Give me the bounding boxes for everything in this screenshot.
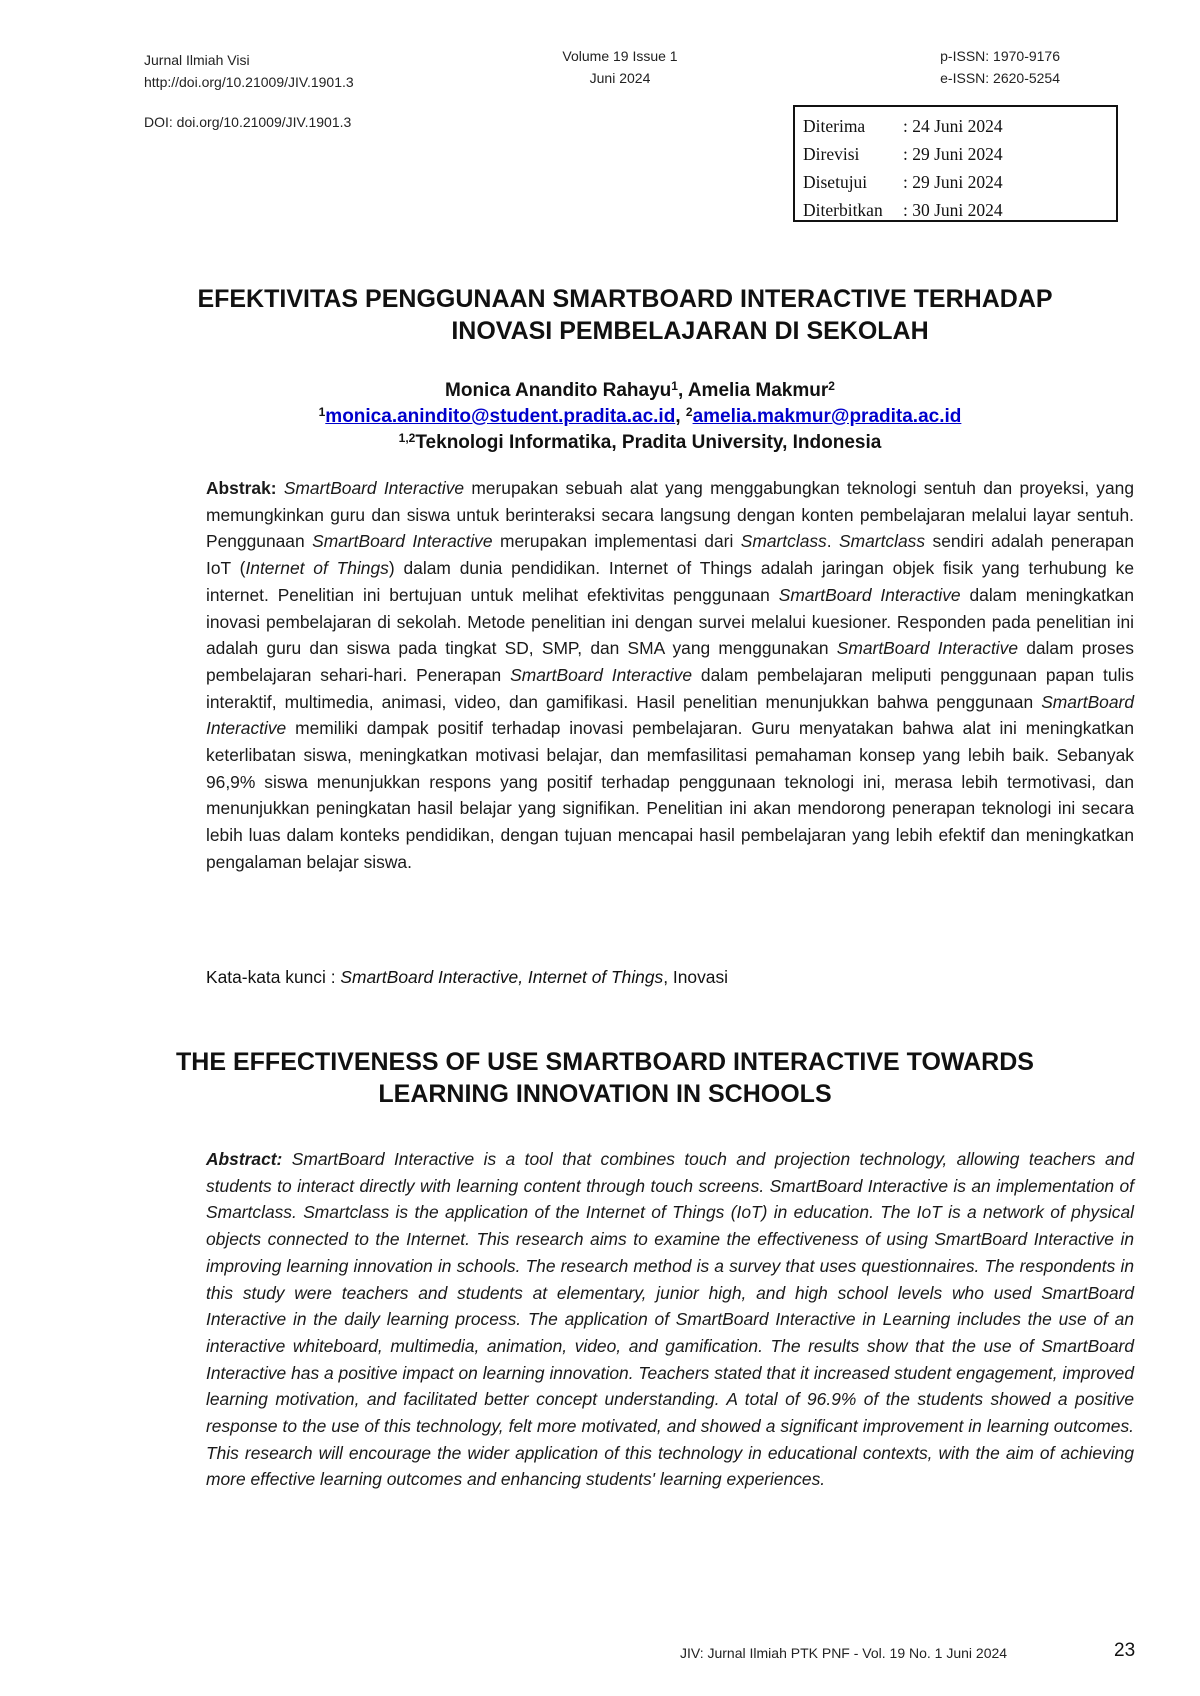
date-value: : 29 Juni 2024 [903,144,1003,164]
email-separator: , [675,406,686,427]
abstract-indonesian [206,475,1134,876]
abstract-english [206,1146,1134,1493]
date-label: Direvisi [803,144,860,164]
italic-term: Smartclass [839,531,926,552]
paper-title-indonesian [140,283,1110,347]
text-run: dalam pembelajaran meliputi penggunaan papan tulis interaktif, multimedia, animasi, video, dan gamifikasi. Hasil penelitian menunjukkan bahwa penggunaan [206,664,1134,712]
date-received [803,112,1108,140]
title-line: LEARNING INNOVATION IN SCHOOLS [378,1080,832,1108]
journal-header [144,49,354,93]
issue-date: Juni 2024 [589,70,651,86]
keywords-body [340,967,728,987]
author-sup: 2 [828,379,835,393]
p-issn: p-ISSN: 1970-9176 [940,48,1060,64]
paper-title-english [120,1046,1090,1110]
text-run: sendiri adalah penerapan IoT ( [206,531,1134,579]
text-run: merupakan implementasi dari [492,531,741,552]
text-run: . [826,531,840,552]
italic-term: SmartBoard Interactive [283,478,465,498]
italic-term: SmartBoard Interactive [312,531,493,552]
affiliation-text: Teknologi Informatika, Pradita University, Indonesia [415,432,882,453]
title-line: EFEKTIVITAS PENGGUNAAN SMARTBOARD INTERACTIVE TERHADAP [197,285,1053,313]
italic-term: SmartBoard Interactive [778,584,961,605]
text-run: dalam meningkatkan inovasi pembelajaran di sekolah. Metode penelitian ini dengan survei melalui kuesioner. Responden pada penelitian ini adalah guru dan siswa pada tingkat SD, SMP, dan SMA yang menggunakan [206,584,1134,659]
date-published [803,196,1108,224]
author-name: Amelia Makmur [687,380,829,401]
author-emails [160,404,1120,430]
text-run [277,478,284,498]
abstract-label: Abstrak: [206,478,277,498]
email-link[interactable]: amelia.makmur@pradita.ac.id [692,406,962,427]
date-value: : 24 Juni 2024 [903,116,1003,136]
italic-term: SmartBoard Interactive [510,664,693,685]
italic-term: SmartBoard Interactive, Internet of Things [340,967,664,987]
article-dates-box [793,105,1118,222]
italic-term: Smartclass [740,531,827,552]
abstract-label: Abstract: [206,1149,283,1169]
page-footer: JIV: Jurnal Ilmiah PTK PNF - Vol. 19 No. 1 Juni 2024 [680,1645,1008,1661]
email-link[interactable]: monica.aninditо@student.pradita.ac.id [325,406,676,427]
date-label: Disetujui [803,172,868,192]
date-revised [803,140,1108,168]
volume-issue: Volume 19 Issue 1 [562,48,678,64]
author-sup: 1 [671,379,678,393]
text-run: memiliki dampak positif terhadap inovasi pembelajaran. Guru menyatakan bahwa alat ini meningkatkan keterlibatan siswa, meningkatkan motivasi belajar, dan memfasilitasi pemahaman konsep yang lebih baik. Sebanyak 96,9% siswa menunjukkan respons yang positif terhadap penggunaan teknologi ini, merasa lebih termotivasi, dan menunjukkan peningkatan hasil belajar yang signifikan. Penelitian ini akan mendorong penerapan teknologi ini secara lebih luas dalam konteks pendidikan, dengan tujuan mencapai hasil pembelajaran yang lebih efektif dan meningkatkan pengalaman belajar siswa. [206,718,1134,872]
text-run: ) dalam dunia pendidikan. Internet of Things adalah jaringan objek fisik yang terhubung ke internet. Penelitian ini bertujuan untuk melihat efektivitas penggunaan [206,558,1135,605]
email-sup: 2 [685,405,693,419]
date-value: : 29 Juni 2024 [903,172,1003,192]
doi[interactable]: DOI: doi.org/10.21009/JIV.1901.3 [144,114,352,130]
text-run: dalam proses pembelajaran sehari-hari. Penerapan [206,638,1134,685]
author-separator: , [677,380,688,401]
text-run: , Inovasi [663,967,728,987]
affiliation [160,430,1120,456]
italic-term: SmartBoard Interactive [206,691,1134,739]
abstract-body [206,478,1134,872]
title-line: INOVASI PEMBELAJARAN DI SEKOLAH [451,317,929,345]
affiliation-sup: 1,2 [398,431,416,445]
journal-name: Jurnal Ilmiah Visi [144,52,250,68]
italic-term: Internet of Things [245,558,389,579]
abstract-body: SmartBoard Interactive is a tool that combines touch and projection technology, allowing teachers and students to interact directly with learning content through touch screens. SmartBoard Interactive is an implementation of Smartclass. Smartclass is the application of the Internet of Things (IoT) in education. The IoT is a network of physical objects connected to the Internet. This research aims to examine the effectiveness of using SmartBoard Interactive in improving learning innovation in schools. The research method is a survey that uses questionnaires. The respondents in this study were teachers and students at elementary, junior high, and high school levels who used SmartBoard Interactive in the daily learning process. The application of SmartBoard Interactive in Learning includes the use of an interactive whiteboard, multimedia, animation, video, and gamification. The results show that the use of SmartBoard Interactive has a positive impact on learning innovation. Teachers stated that it increased student engagement, improved learning motivation, and facilitated better concept understanding. A total of 96.9% of the students showed a positive response to the use of this technology, felt more motivated, and showed a significant improvement in learning outcomes. This research will encourage the wider application of this technology in educational contexts, with the aim of achieving more effective learning outcomes and enhancing students' learning experiences. [206,1149,1134,1490]
journal-url[interactable]: http://doi.org/10.21009/JIV.1901.3 [144,74,354,90]
author-list [160,378,1120,404]
email-sup: 1 [318,405,326,419]
issn-header [940,45,1060,89]
issue-header [500,45,740,89]
title-line: THE EFFECTIVENESS OF USE SMARTBOARD INTERACTIVE TOWARDS [176,1048,1034,1076]
keywords [206,964,1134,990]
text-run: merupakan sebuah alat yang menggabungkan teknologi sentuh dan proyeksi, yang memungkinkan guru dan siswa untuk berinteraksi secara langsung dengan konten pembelajaran melalui layar sentuh. Penggunaan [206,478,1134,552]
date-label: Diterima [803,116,866,136]
date-accepted [803,168,1108,196]
date-label: Diterbitkan [803,200,883,220]
author-name: Monica Anandito Rahayu [445,380,672,401]
e-issn: e-ISSN: 2620-5254 [940,70,1060,86]
date-value: : 30 Juni 2024 [903,200,1003,220]
page-number: 23 [1114,1640,1136,1661]
keywords-label: Kata-kata kunci : [206,967,341,987]
italic-term: SmartBoard Interactive [836,638,1019,659]
